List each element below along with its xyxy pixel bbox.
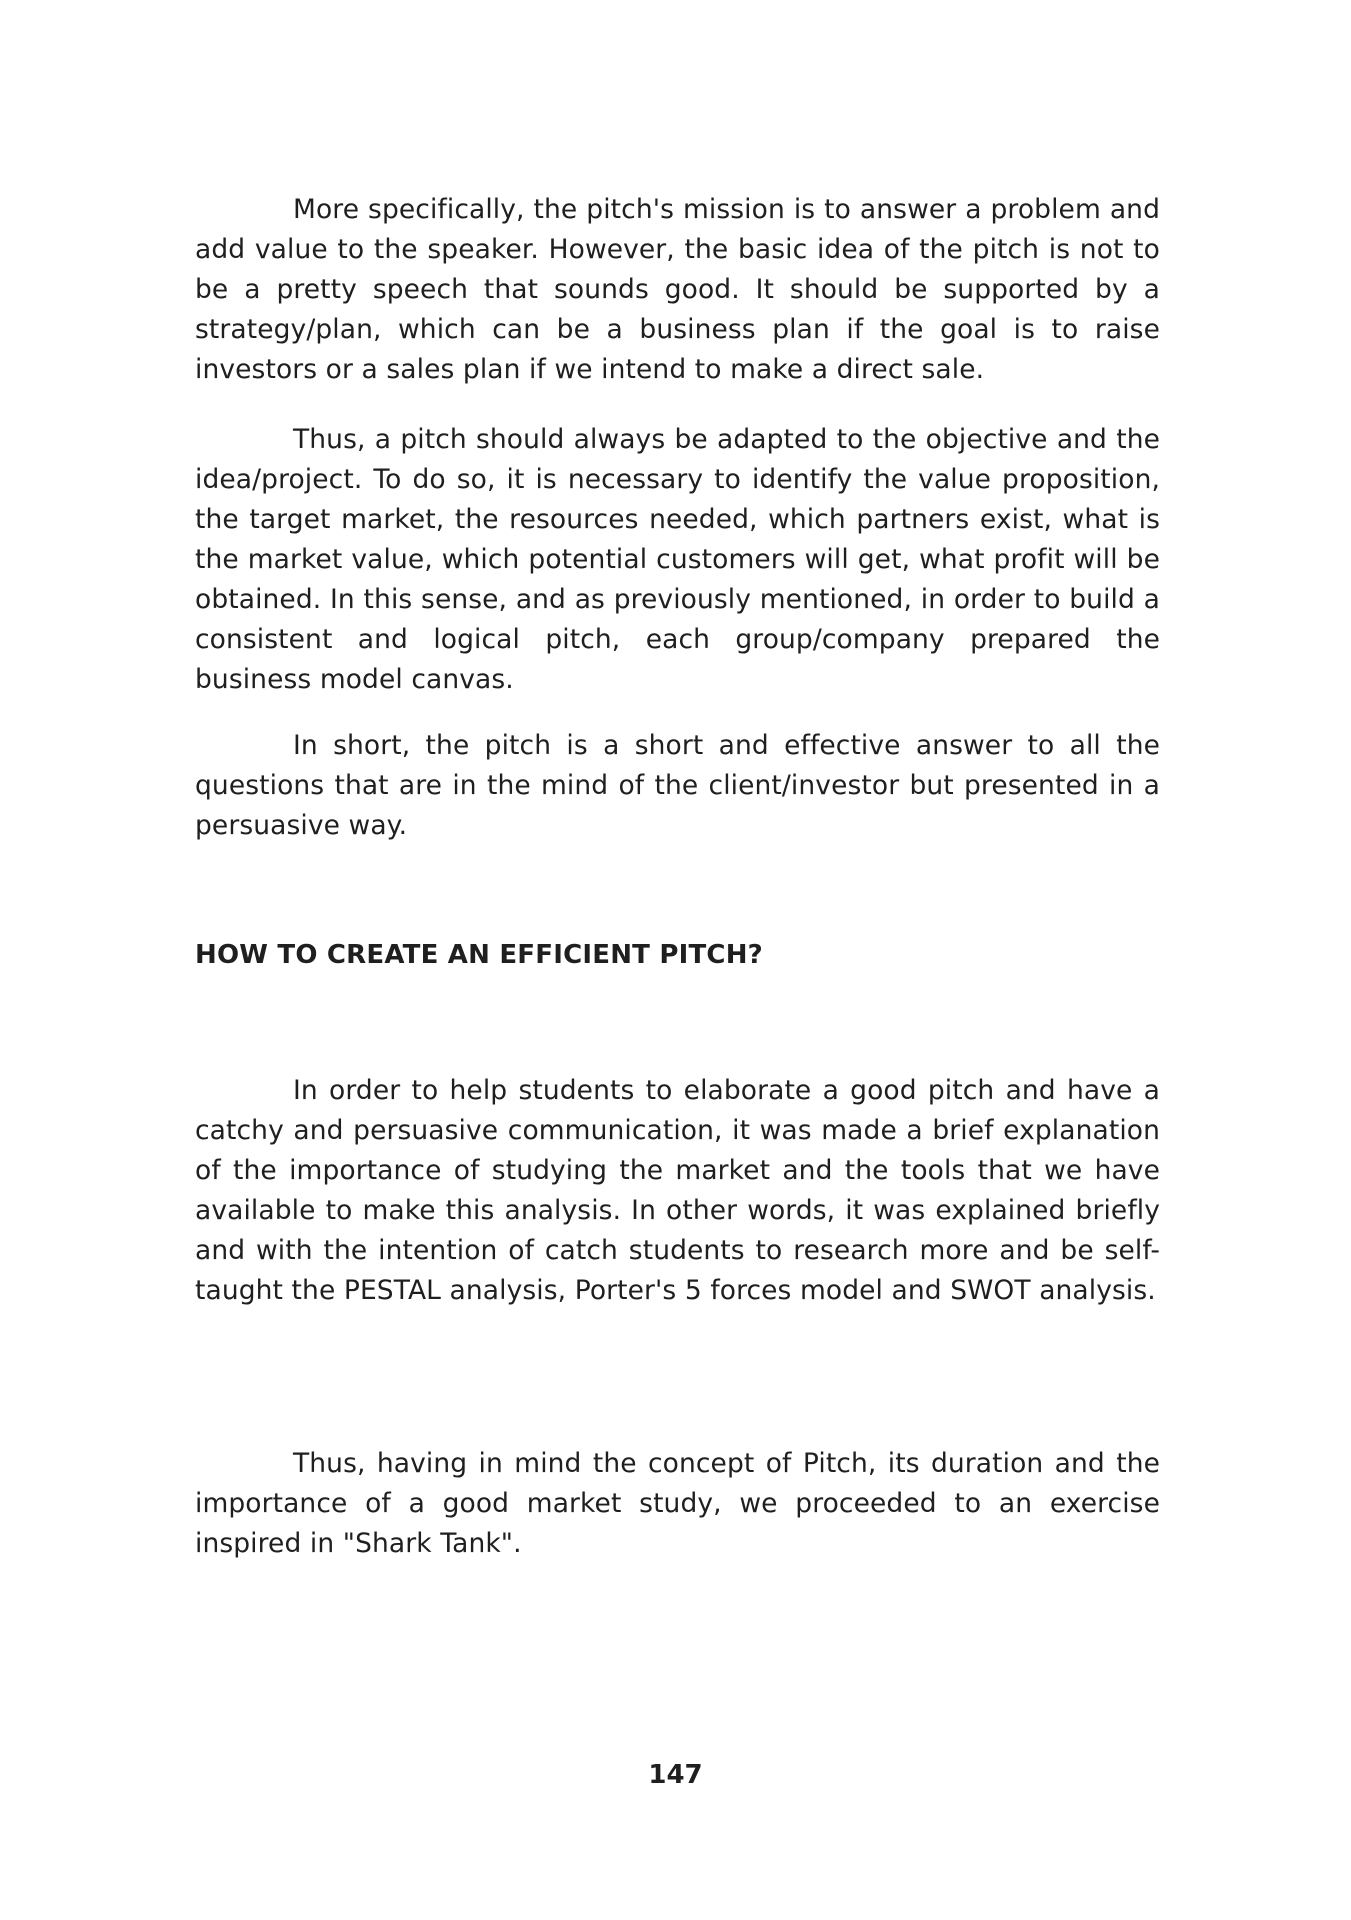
page-number: 147 [648, 1760, 703, 1790]
section-heading: HOW TO CREATE AN EFFICIENT PITCH? [195, 940, 763, 970]
paragraph-market-study: In order to help students to elaborate a good pitch and have a catchy and persuasive communication, it was made a brief explanation of the importance of studying the market and the tools that we have available to make this analysis. In other words, it was explained briefly and with the intention of catch students to research more and be self-taught the PESTAL analysis, Porter's 5 forces model and SWOT analysis. [195, 1075, 1160, 1306]
paragraph-pitch-mission: More specifically, the pitch's mission is to answer a problem and add value to the speaker. However, the basic idea of the pitch is not to be a pretty speech that sounds good. It should be supported by a strategy/plan, which can be a business plan if the goal is to raise investors or a sales plan if we intend to make a direct sale. [195, 194, 1160, 385]
paragraph-shark-tank: Thus, having in mind the concept of Pitch, its duration and the importance of a good market study, we proceeded to an exercise inspired in "Shark Tank". [195, 1448, 1160, 1559]
paragraph-pitch-summary: In short, the pitch is a short and effective answer to all the questions that are in the mind of the client/investor but presented in a persuasive way. [195, 730, 1160, 841]
paragraph-pitch-adaptation: Thus, a pitch should always be adapted to the objective and the idea/project. To do so, it is necessary to identify the value proposition, the target market, the resources needed, which partners exist, what is the market value, which potential customers will get, what profit will be obtained. In this sense, and as previously mentioned, in order to build a consistent and logical pitch, each group/company prepared the business model canvas. [195, 424, 1160, 695]
